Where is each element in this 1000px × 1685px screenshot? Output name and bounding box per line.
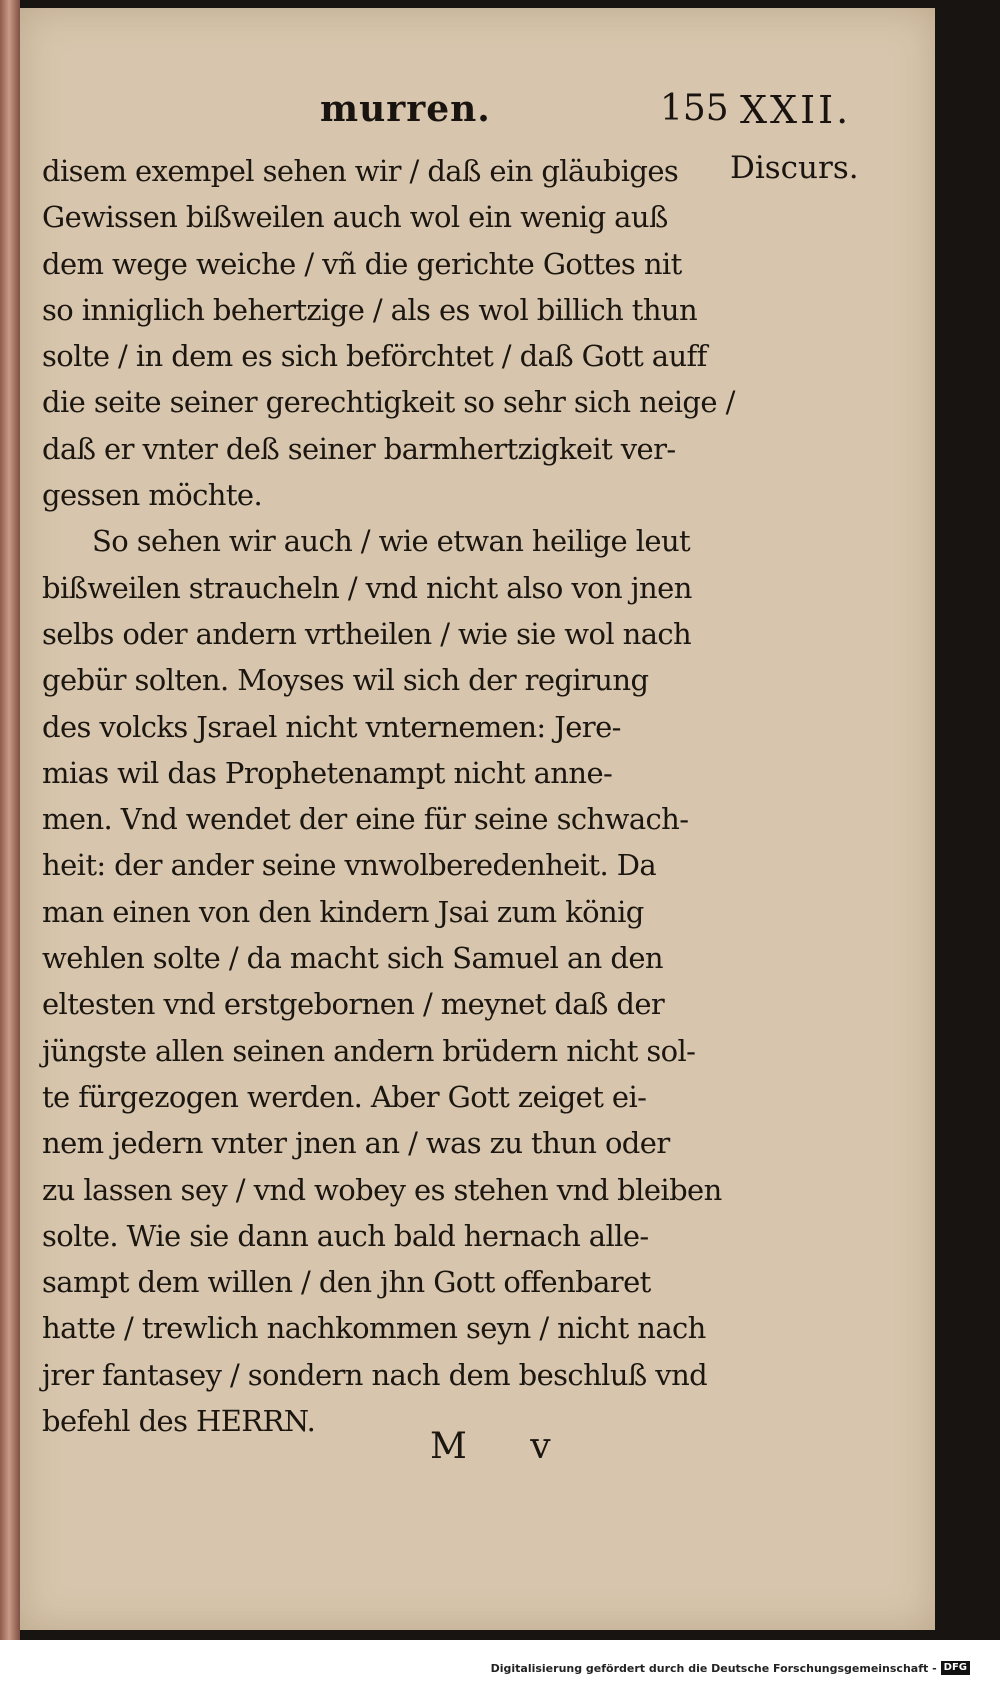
text-line: mias wil das Prophetenampt nicht anne- [42,755,613,790]
text-line: selbs oder andern vrtheilen / wie sie wol nach [42,616,692,651]
paragraph-first-line: So sehen wir auch / wie etwan heilige leut [92,524,691,559]
text-line: nem jedern vnter jnen an / was zu thun oder [42,1126,670,1161]
digitization-footer [491,1661,970,1675]
text-line: solte. Wie sie dann auch bald hernach alle- [42,1218,649,1253]
text-line: dem wege weiche / vñ die gerichte Gottes nit [42,246,682,281]
text-line: wehlen solte / da macht sich Samuel an den [42,941,663,976]
text-line: te fürgezogen werden. Aber Gott zeiget ei- [42,1079,647,1114]
text-line: die seite seiner gerechtigkeit so sehr sich neige / [42,385,735,420]
page-number: 155 [660,88,729,129]
book-page [20,8,935,1630]
text-line: men. Vnd wendet der eine für seine schwach- [42,802,689,837]
text-line: zu lassen sey / vnd wobey es stehen vnd bleiben [42,1172,722,1207]
marginal-note: Discurs. [730,150,859,186]
text-line: eltesten vnd erstgebornen / meynet daß der [42,987,665,1022]
text-line: sampt dem willen / den jhn Gott offenbaret [42,1265,651,1300]
text-line: man einen von den kindern Jsai zum könig [42,894,644,929]
text-line: gebür solten. Moyses wil sich der regirung [42,663,649,698]
text-line: daß er vnter deß seiner barmhertzigkeit ver- [42,431,676,466]
text-line: bißweilen straucheln / vnd nicht also von jnen [42,570,692,605]
text-line: des volcks Jsrael nicht vnternemen: Jere- [42,709,621,744]
text-line: jüngste allen seinen andern brüdern nicht sol- [42,1033,696,1068]
text-line: Gewissen bißweilen auch wol ein wenig auß [42,200,668,235]
footer-text: Digitalisierung gefördert durch die Deutsche Forschungsgemeinschaft - [490,1661,937,1675]
chapter-number: XXII. [740,88,852,132]
running-head-word: murren. [320,88,491,130]
text-line: jrer fantasey / sondern nach dem beschluß vnd [42,1357,708,1392]
text-line: hatte / trewlich nachkommen seyn / nicht nach [42,1311,706,1346]
running-head [80,88,880,132]
text-line: heit: der ander seine vnwolberedenheit. Da [42,848,657,883]
dfg-logo: DFG [941,1661,970,1675]
book-spine [0,0,20,1640]
text-line: befehl des HERRN. [42,1404,316,1439]
text-line: solte / in dem es sich beförchtet / daß Gott auff [42,339,707,374]
body-text [42,148,742,1444]
text-line: gessen möchte. [42,478,263,513]
signature-mark: M v [430,1426,577,1467]
text-line: so inniglich behertzige / als es wol billich thun [42,292,698,327]
text-line: disem exempel sehen wir / daß ein gläubiges [42,154,679,188]
